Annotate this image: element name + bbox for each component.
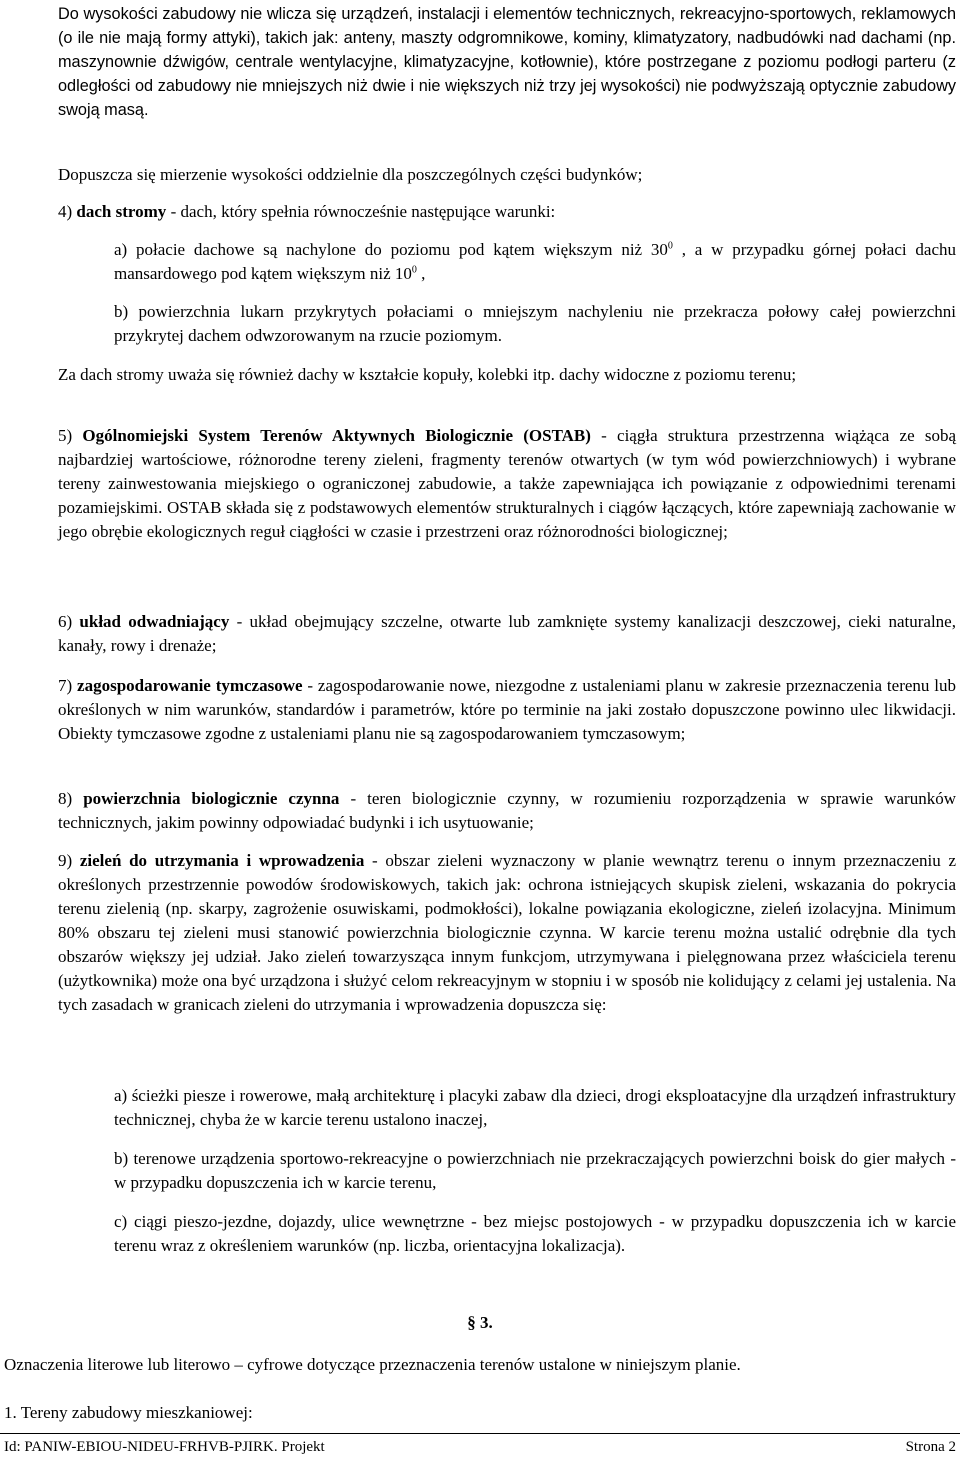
term-ostab: Ogólnomiejski System Terenów Aktywnych Biologicznie (OSTAB) [82, 426, 591, 445]
term-drainage-system: układ odwadniający [79, 612, 230, 631]
footer-rule [0, 1433, 960, 1434]
definition-ostab: 5) Ogólnomiejski System Terenów Aktywnych Biologicznie (OSTAB) - ciągła struktura przestrzenna wiążąca ze sobą najbardziej wartościowe, różnorodne tereny zieleni, fragmenty terenów otwartych (w tym wód powierzchniowych) i wybrane tereny zainwestowania miejskiego o ograniczonej zabudowie, a także zapewniająca ich powiązanie z odpowiednimi terenami pozamiejskimi. OSTAB składa się z podstawowych elementów strukturalnych i ciągów łączących, które zapewniają zachowanie w jego obrębie ekologicznych reguł ciągłości w czasie i przestrzeni oraz różnorodności biologicznej; [58, 426, 956, 541]
term-temporary-development: zagospodarowanie tymczasowe [77, 676, 303, 695]
term-greenery: zieleń do utrzymania i wprowadzenia [79, 851, 365, 870]
paragraph-height-exclusions: Do wysokości zabudowy nie wlicza się urządzeń, instalacji i elementów technicznych, rekreacyjno-sportowych, reklamowych (o ile nie mają formy attyki), takich jak: anteny, maszty odgromnikowe, kominy, klimatyzatory, nadbudówki nad dachami (np. maszynownie dźwigów, centrale wentylacyjne, klimatyzacyjne, kotłownie), które postrzegane z poziomu podłogi parteru (z odległości od zabudowy nie mniejszych niż dwie i nie większych niż trzy jej wysokości) nie podwyższają optycznie zabudowy swoją masą. [58, 5, 956, 119]
steep-roof-note: Za dach stromy uważa się również dachy w kształcie kopuły, kolebki itp. dachy widoczne z poziomu terenu; [58, 365, 797, 384]
steep-roof-condition-a: a) połacie dachowe są nachylone do poziomu pod kątem większym niż $30^0$ , a w przypadku górnej połaci dachu mansardowego pod kątem większym niż $10^0$ , [114, 240, 956, 283]
steep-roof-condition-b: b) powierzchnia lukarn przykrytych połaciami o mniejszym nachyleniu nie przekracza połowy całej powierzchni przykrytej dachem odwzorowanym na rzucie poziomym. [114, 302, 956, 345]
greenery-allowed-b: b) terenowe urządzenia sportowo-rekreacyjne o powierzchniach nie przekraczających powierzchni boisk do gier małych - w przypadku dopuszczenia ich w karcie terenu, [114, 1149, 956, 1192]
residential-areas-heading: 1. Tereny zabudowy mieszkaniowej: [4, 1403, 253, 1422]
footer-page-number: Strona 2 [905, 1439, 956, 1455]
term-biologically-active-area: powierzchnia biologicznie czynna [83, 789, 340, 808]
definition-greenery: 9) zieleń do utrzymania i wprowadzenia - obszar zieleni wyznaczony w planie wewnątrz terenu o innym przeznaczeniu z określonych przestrzennie powodów środowiskowych, takich jak: ochrona istniejących skupisk zieleni, wskazania do pokrycia terenu zielenią (np. skarpy, zagrożenie osuwiskami, podmokłości), lokalne powiązania ekologiczne, zieleń izolacyjna. Minimum 80% obszaru tej zieleni musi stanowić powierzchnia biologicznie czynna. W karcie terenu można ustalić odrębnie dla tych obszarów większy jej udział. Jako zieleń towarzysząca innym funkcjom, utrzymywana i pielęgnowana przez właściciela terenu (użytkownika) może ona być urządzona i służyć celom rekreacyjnym w stopniu i w sposób nie kolidujący z celami jej ustalenia. Na tych zasadach w granicach zieleni do utrzymania i wprowadzenia dopuszcza się: [58, 851, 956, 1014]
section-number: 3. [480, 1313, 493, 1332]
footer-document-id: Id: PANIW-EBIOU-NIDEU-FRHVB-PJIRK. Projekt [4, 1439, 325, 1455]
greenery-allowed-a: a) ścieżki piesze i rowerowe, małą architekturę i placyki zabaw dla dzieci, drogi eksploatacyjne dla urządzeń infrastruktury technicznej, chyba że w karcie terenu ustalono inaczej, [114, 1086, 956, 1129]
term-steep-roof: dach stromy [76, 202, 167, 221]
section-sign: § [467, 1313, 476, 1332]
greenery-allowed-c: c) ciągi pieszo-jezdne, dojazdy, ulice wewnętrzne - bez miejsc postojowych - w przypadku dopuszczenia ich w karcie terenu wraz z określeniem warunków (np. liczba, orientacyjna lokalizacja). [114, 1212, 956, 1255]
definition-steep-roof: 4) dach stromy - dach, który spełnia równocześnie następujące warunki: [58, 202, 556, 221]
designations-intro: Oznaczenia literowe lub literowo – cyfrowe dotyczące przeznaczenia terenów ustalone w niniejszym planie. [4, 1355, 741, 1374]
definition-temporary-development: 7) zagospodarowanie tymczasowe - zagospodarowanie nowe, niezgodne z ustaleniami planu w zakresie przeznaczenia terenu lub określonych w nim warunków, standardów i parametrów, które po terminie na jaki zostało dopuszczone powinno ulec likwidacji. Obiekty tymczasowe zgodne z ustaleniami planu nie są zagospodarowaniem tymczasowym; [58, 676, 956, 743]
paragraph-separate-height: Dopuszcza się mierzenie wysokości oddzielnie dla poszczególnych części budynków; [58, 165, 643, 184]
definition-biologically-active-area: 8) powierzchnia biologicznie czynna - teren biologicznie czynny, w rozumieniu rozporządzenia w sprawie warunków technicznych, jakim powinny odpowiadać budynki i ich usytuowanie; [58, 789, 956, 832]
definition-drainage-system: 6) układ odwadniający - układ obejmujący szczelne, otwarte lub zamknięte systemy kanalizacji deszczowej, cieki naturalne, kanały, rowy i drenaże; [58, 612, 956, 655]
section-heading [0, 1313, 960, 1333]
